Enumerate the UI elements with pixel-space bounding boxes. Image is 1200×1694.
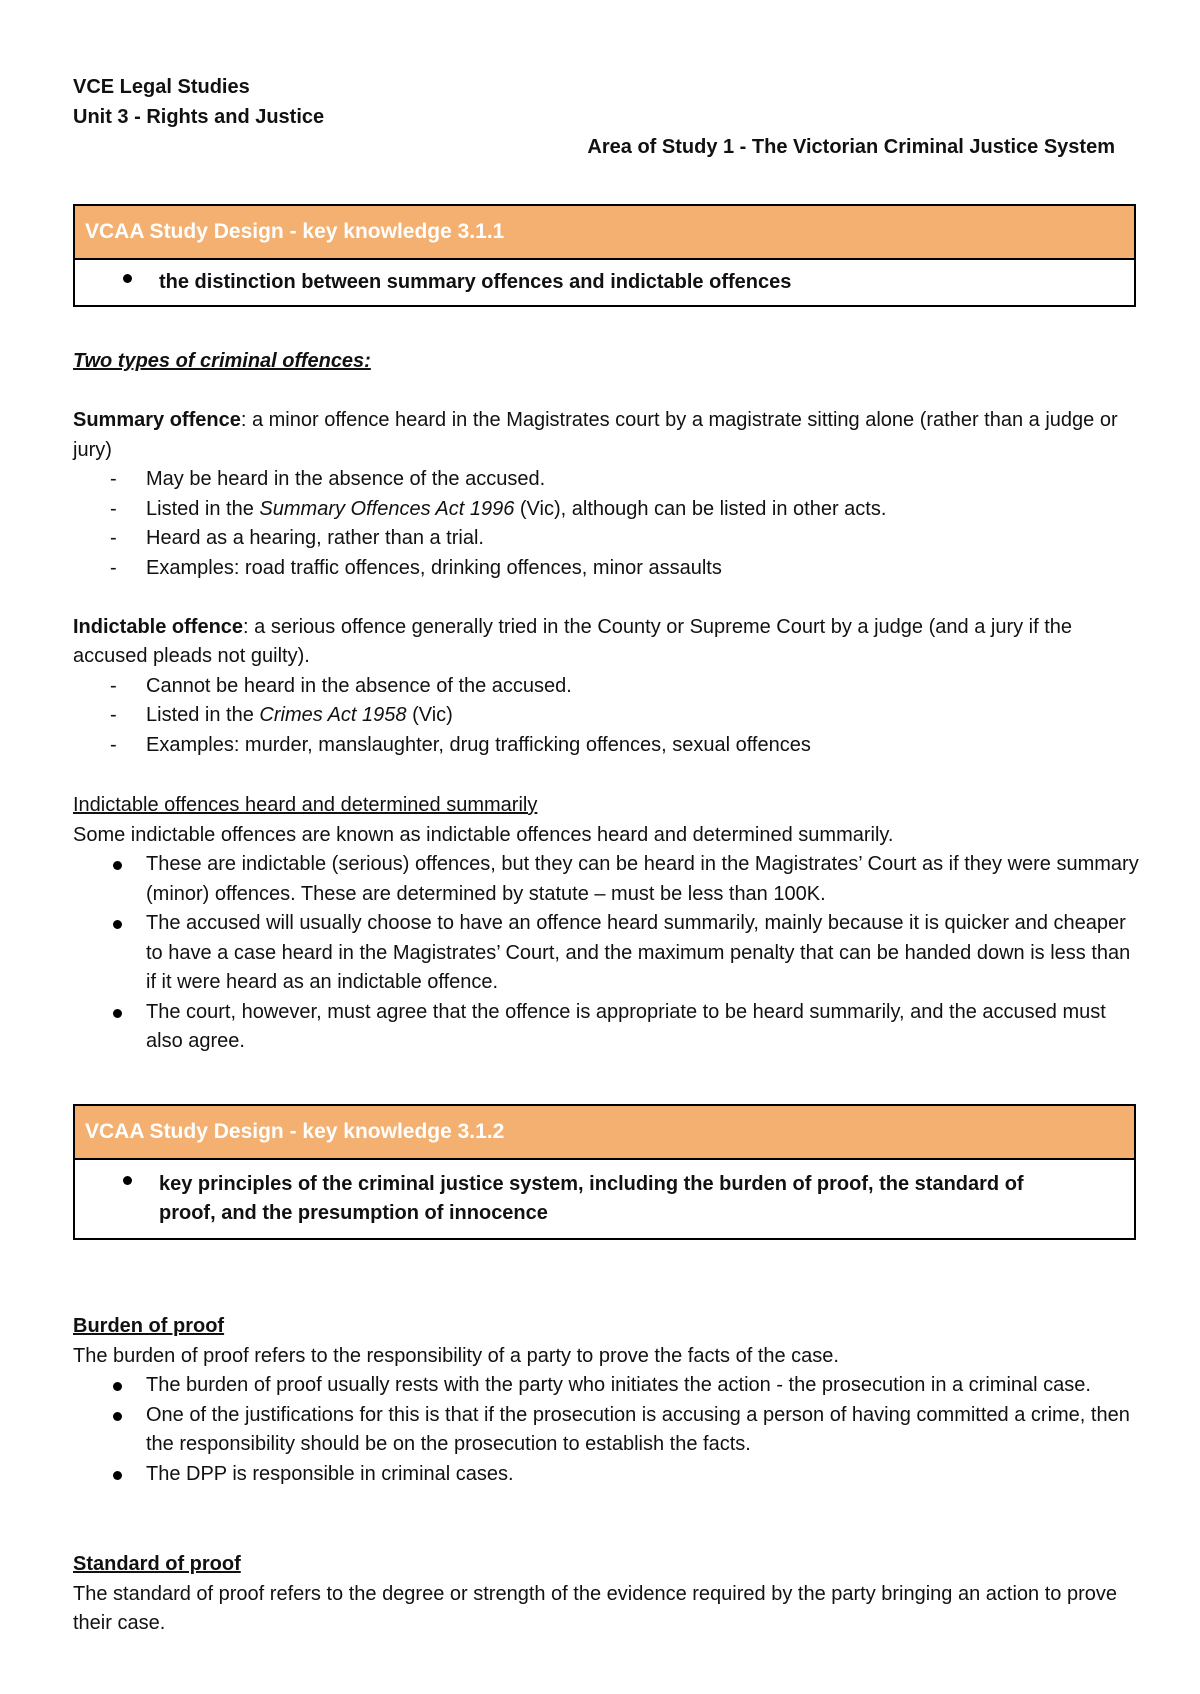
list-item <box>73 1401 1143 1460</box>
list-item: - Examples: murder, manslaughter, drug trafficking offences, sexual offences <box>110 733 811 756</box>
act-name: Summary Offences Act 1996 <box>259 497 515 520</box>
bullet-icon <box>113 1471 122 1480</box>
term: Summary offence <box>73 409 241 431</box>
key-knowledge-title: VCAA Study Design - key knowledge 3.1.1 <box>75 206 1134 260</box>
key-knowledge-text: the distinction between summary offences and indictable offences <box>159 271 792 293</box>
list-item-text: Listed in the <box>146 704 260 726</box>
list-item-text: Listed in the <box>146 497 260 520</box>
key-knowledge-text: key principles of the criminal justice system, including the burden of proof, the standard of proof, and the presumption of innocence <box>159 1173 1024 1224</box>
list-item: - Examples: road traffic offences, drinking offences, minor assaults <box>110 556 722 579</box>
key-knowledge-box-1 <box>73 204 1136 307</box>
list-item: - Listed in the Crimes Act 1958 (Vic) <box>110 704 453 726</box>
section-intro: The burden of proof refers to the responsibility of a party to prove the facts of the case. <box>73 1344 839 1367</box>
list-item-text: One of the justifications for this is that if the prosecution is accusing a person of having committed a crime, then the responsibility should be on the prosecution to establish the facts. <box>146 1403 1130 1455</box>
bullet-icon <box>113 1009 122 1018</box>
list-item <box>73 1371 1143 1401</box>
list-item <box>73 998 1143 1057</box>
bullet-icon <box>113 1382 122 1391</box>
key-knowledge-title: VCAA Study Design - key knowledge 3.1.2 <box>75 1106 1134 1160</box>
list-item-text: (Vic), although can be listed in other acts. <box>514 497 887 520</box>
definition-text: : a minor offence heard in the Magistrates court by a magistrate sitting alone (rather than a judge or jury) <box>73 409 1118 461</box>
key-knowledge-box-2 <box>73 1104 1136 1240</box>
section-offence-types <box>73 347 1143 760</box>
list-item: - May be heard in the absence of the accused. <box>110 468 546 490</box>
bullet-icon <box>113 1412 122 1421</box>
list-item-text: These are indictable (serious) offences, but they can be heard in the Magistrates’ Court as if they were summary (minor) offences. These are determined by statute – must be less than 100K. <box>146 853 1139 905</box>
area-of-study-title: Area of Study 1 - The Victorian Criminal Justice System <box>587 136 1115 158</box>
unit-title: Unit 3 - Rights and Justice <box>73 106 325 128</box>
list-item-text: The court, however, must agree that the offence is appropriate to be heard summarily, and the accused must also agree. <box>146 1000 1106 1052</box>
list-item <box>73 909 1143 998</box>
course-title: VCE Legal Studies <box>73 76 250 98</box>
list-item <box>73 850 1143 909</box>
list-item-text: The accused will usually choose to have an offence heard summarily, mainly because it is quicker and cheaper to have a case heard in the Magistrates’ Court, and the maximum penalty that can be handed down is less than if it were heard as an indictable offence. <box>146 912 1131 993</box>
list-item-text: Examples: murder, manslaughter, drug trafficking offences, sexual offences <box>146 733 811 756</box>
list-item: - Listed in the Summary Offences Act 1996 (Vic), although can be listed in other acts. <box>110 497 887 520</box>
list-item-text: Examples: road traffic offences, drinking offences, minor assaults <box>146 556 722 579</box>
key-knowledge-item <box>75 1160 1134 1238</box>
list-item: - Cannot be heard in the absence of the accused. <box>110 674 572 697</box>
list-item-text: The burden of proof usually rests with the party who initiates the action - the prosecution in a criminal case. <box>146 1374 1091 1396</box>
list-item-text: (Vic) <box>406 704 453 726</box>
act-name: Crimes Act 1958 <box>259 704 407 726</box>
bullet-icon <box>113 920 122 929</box>
section-intro: Some indictable offences are known as indictable offences heard and determined summarily. <box>73 823 894 846</box>
bullet-icon <box>113 861 122 870</box>
list-item-text: May be heard in the absence of the accused. <box>146 468 546 490</box>
key-knowledge-item <box>75 260 1134 305</box>
term: Indictable offence <box>73 615 244 638</box>
summary-offence-definition <box>73 406 1143 465</box>
bullet-icon <box>123 274 132 283</box>
list-item-text: Heard as a hearing, rather than a trial. <box>146 527 484 549</box>
section-burden-of-proof <box>73 1312 1143 1489</box>
section-standard-of-proof <box>73 1550 1143 1639</box>
indictable-offence-definition <box>73 613 1143 672</box>
list-item: - Heard as a hearing, rather than a trial. <box>110 527 484 549</box>
section-heading: Burden of proof <box>73 1315 225 1337</box>
section-intro: The standard of proof refers to the degree or strength of the evidence required by the party bringing an action to prove their case. <box>73 1582 1117 1634</box>
list-item <box>73 1460 1143 1490</box>
bullet-icon <box>123 1176 132 1185</box>
section-heading: Indictable offences heard and determined summarily <box>73 794 538 816</box>
section-heading: Standard of proof <box>73 1553 241 1575</box>
section-heard-summarily <box>73 791 1143 1057</box>
list-item-text: Cannot be heard in the absence of the accused. <box>146 674 572 697</box>
list-item-text: The DPP is responsible in criminal cases. <box>146 1462 514 1485</box>
definition-text: : a serious offence generally tried in the County or Supreme Court by a judge (and a jury if the accused pleads not guilty). <box>73 615 1073 667</box>
section-heading: Two types of criminal offences: <box>73 350 371 372</box>
